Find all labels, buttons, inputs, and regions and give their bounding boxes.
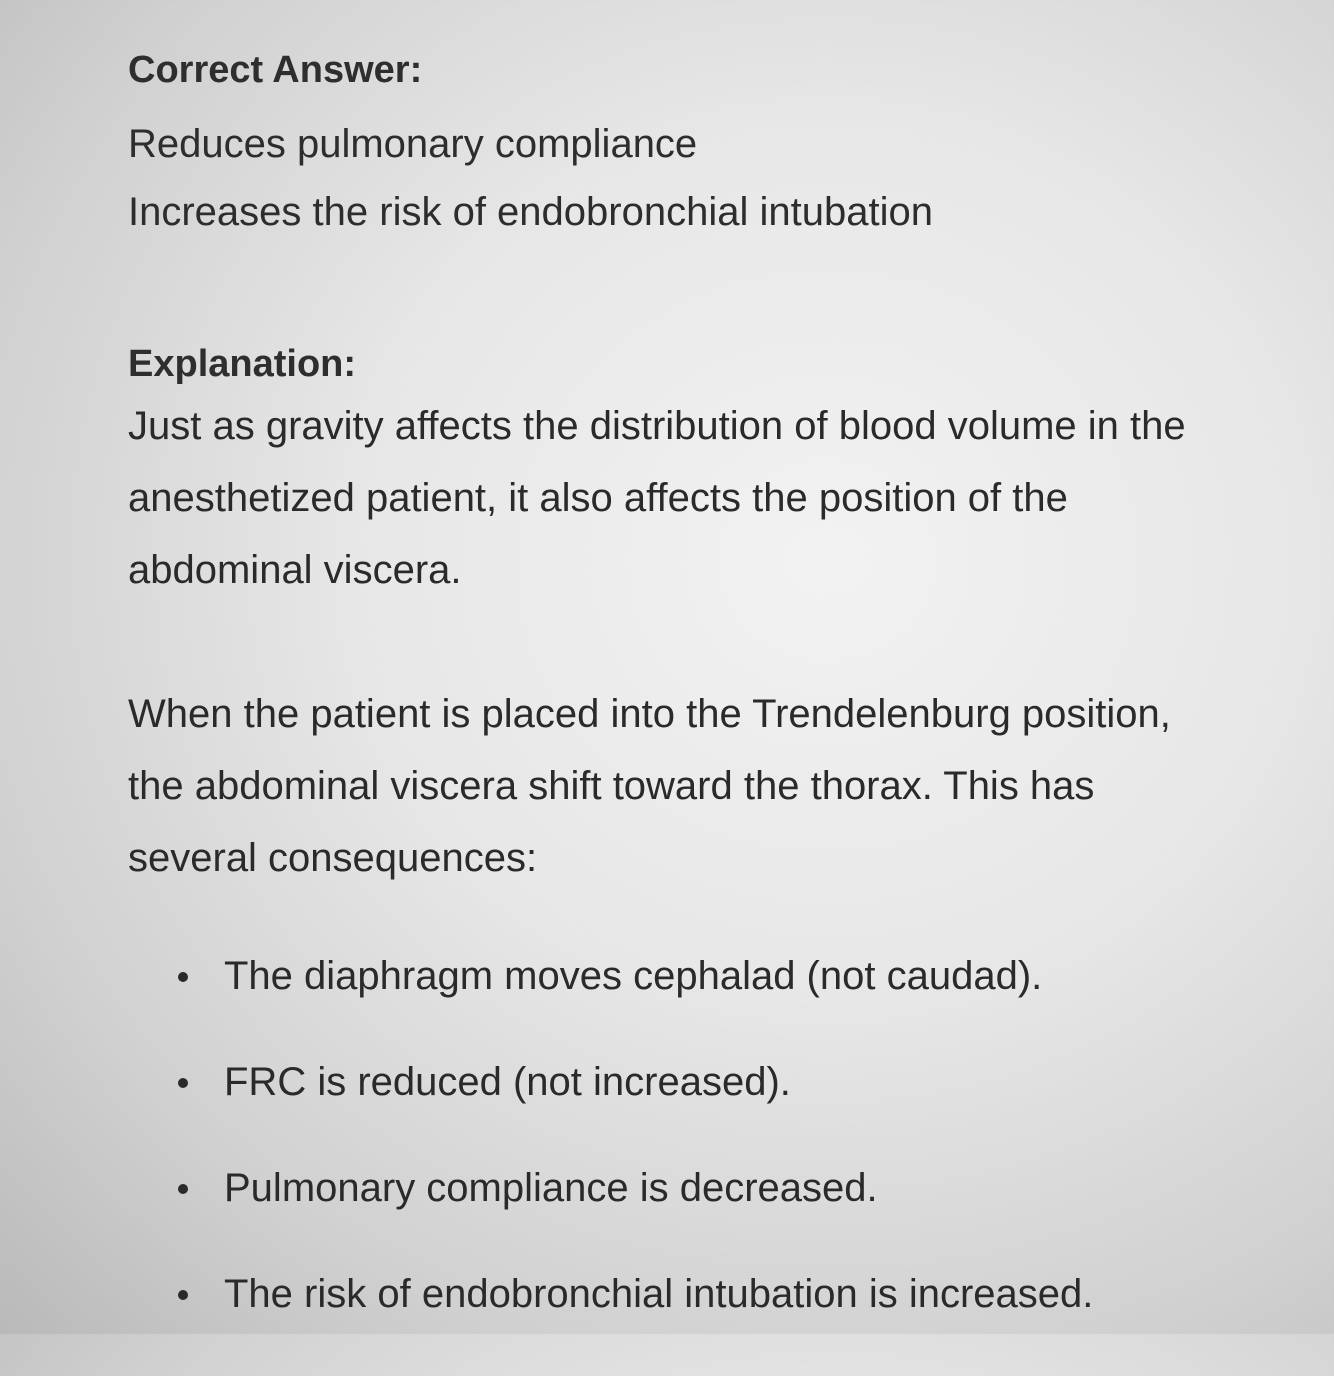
list-item-text: The diaphragm moves cephalad (not caudad).	[224, 954, 1043, 998]
list-item	[178, 952, 1248, 1000]
list-item-text: FRC is reduced (not increased).	[224, 1060, 791, 1104]
list-item-text: Pulmonary compliance is decreased.	[224, 1166, 878, 1210]
bullet-icon	[178, 1078, 188, 1088]
explanation-heading: Explanation:	[128, 343, 357, 385]
bullet-icon	[178, 972, 188, 982]
list-item	[178, 1270, 1248, 1318]
list-item	[178, 1164, 1248, 1212]
list-item	[178, 1058, 1248, 1106]
list-item-text: The risk of endobronchial intubation is increased.	[224, 1272, 1094, 1316]
correct-answer-heading: Correct Answer:	[128, 49, 423, 91]
bullet-icon	[178, 1184, 188, 1194]
explanation-paragraph: Just as gravity affects the distribution of blood volume in the anesthetized patient, it also affects the position of the abdominal viscera.	[128, 404, 1186, 592]
explanation-paragraph: When the patient is placed into the Trendelenburg position, the abdominal viscera shift toward the thorax. This has several consequences:	[128, 692, 1171, 880]
consequences-list	[128, 952, 1248, 1318]
correct-answer-list	[128, 110, 1248, 246]
answer-content	[128, 44, 1248, 1376]
correct-answer-item: Reduces pulmonary compliance	[128, 122, 698, 166]
bullet-icon	[178, 1290, 188, 1300]
correct-answer-item: Increases the risk of endobronchial intubation	[128, 190, 933, 234]
